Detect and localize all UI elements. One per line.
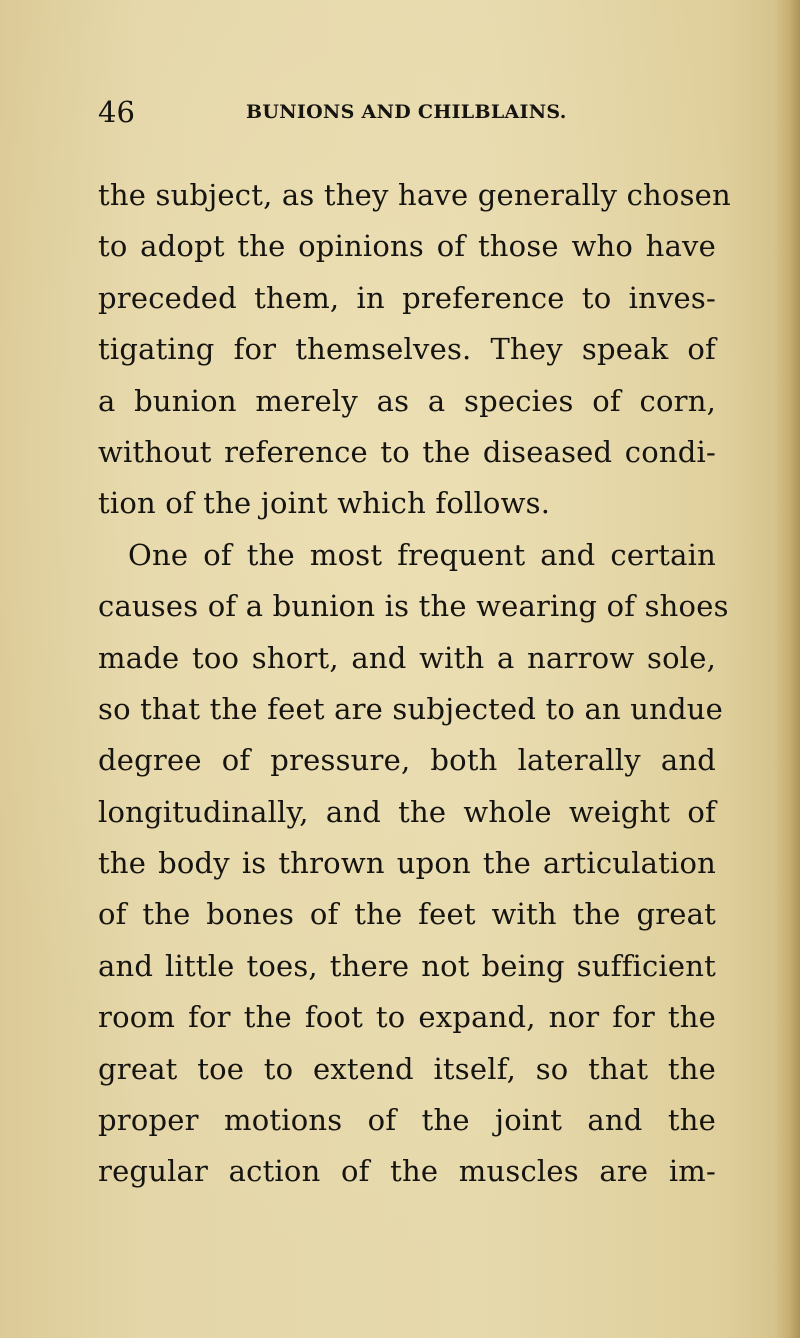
text-line: and little toes, there not being sufficient [98,948,716,983]
text-line: room for the foot to expand, nor for the [98,1000,716,1035]
text-line: regular action of the muscles are im- [98,1154,716,1189]
text-line: preceded them, in preference to inves- [98,280,716,315]
text-line: proper motions of the joint and the [98,1103,716,1138]
page-edge-shadow [774,0,800,1338]
text-line: great toe to extend itself, so that the [98,1051,716,1086]
running-head: BUNIONS AND CHILBLAINS. [246,101,567,123]
page-number: 46 [98,95,135,129]
text-line: of the bones of the feet with the great [98,897,716,932]
text-line: One of the most frequent and certain [128,537,716,572]
text-line: degree of pressure, both laterally and [98,743,716,778]
text-line: so that the feet are subjected to an undue [98,691,724,726]
text-line: tion of the joint which follows. [98,486,551,521]
text-line: without reference to the diseased condi- [98,434,716,469]
text-line: causes of a bunion is the wearing of shoes [98,589,729,624]
page-header [98,92,716,132]
text-line: longitudinally, and the whole weight of [98,794,716,829]
text-line: tigating for themselves. They speak of [98,332,716,367]
body-text [98,170,731,1198]
text-line: made too short, and with a narrow sole, [98,640,716,675]
text-line: to adopt the opinions of those who have [98,229,716,264]
text-line: the subject, as they have generally chosen [98,178,731,212]
text-line: a bunion merely as a species of corn, [98,383,716,418]
text-line: the body is thrown upon the articulation [98,846,716,881]
